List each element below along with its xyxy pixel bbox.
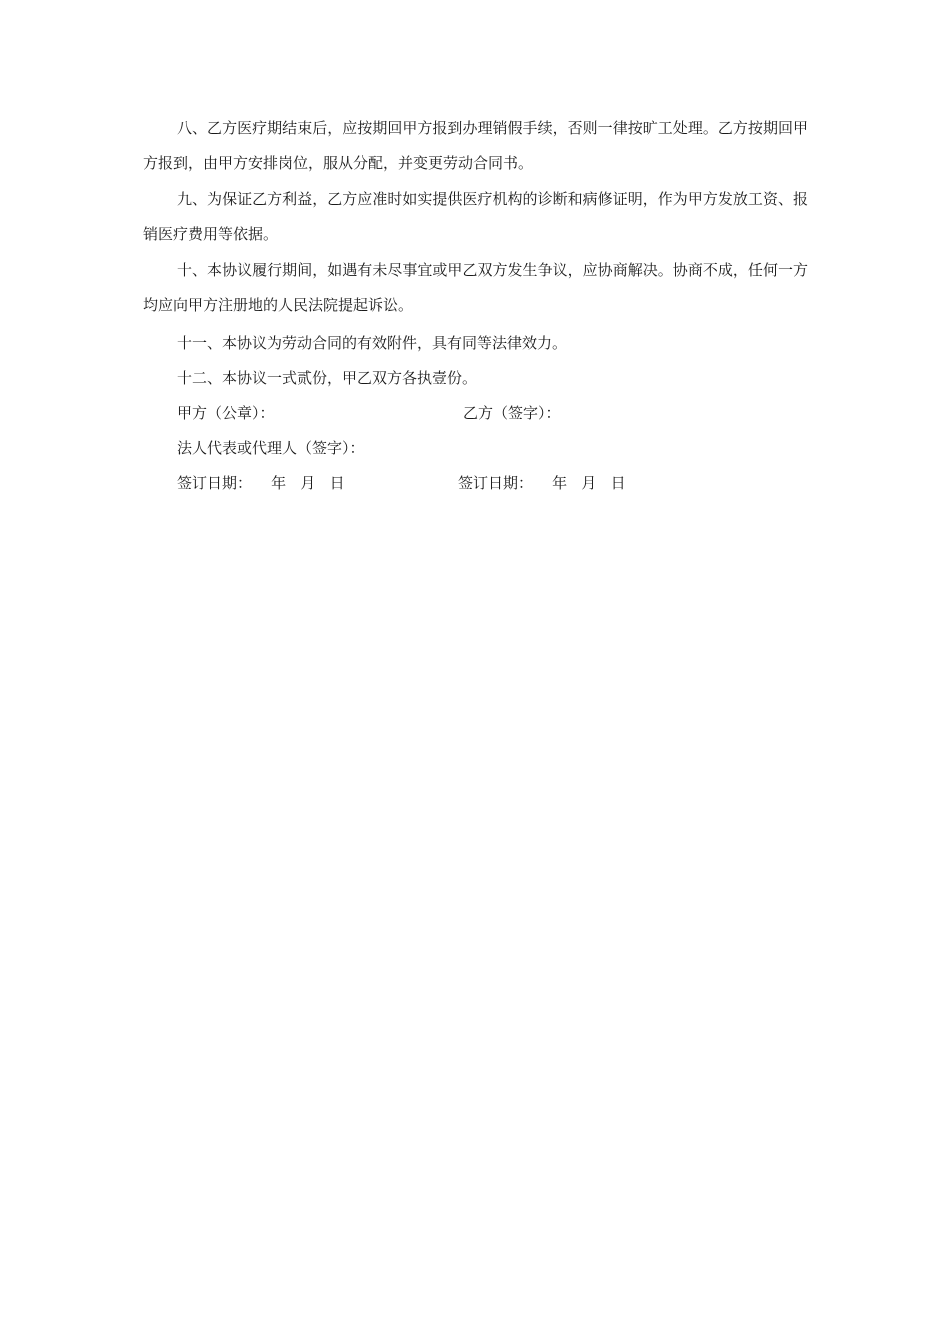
clause-8: 八、乙方医疗期结束后，应按期回甲方报到办理销假手续，否则一律按旷工处理。乙方按期回甲方报到，由甲方安排岗位，服从分配，并变更劳动合同书。 (143, 119, 808, 172)
clause-9: 九、为保证乙方利益，乙方应准时如实提供医疗机构的诊断和病修证明，作为甲方发放工资、报销医疗费用等依据。 (143, 190, 808, 243)
party-b-sign-label: 乙方（签字）： (463, 404, 561, 422)
clause-11: 十一、本协议为劳动合同的有效附件，具有同等法律效力。 (177, 334, 568, 352)
party-a-seal-label: 甲方（公章）： (177, 404, 275, 422)
clause-10: 十、本协议履行期间，如遇有未尽事宜或甲乙双方发生争议，应协商解决。协商不成，任何一方均应向甲方注册地的人民法院提起诉讼。 (143, 261, 808, 314)
clause-12: 十二、本协议一式贰份，甲乙双方各执壹份。 (177, 369, 478, 387)
party-b-sign-date: 签订日期： 年 月 日 (458, 474, 626, 492)
party-a-sign-date: 签订日期： 年 月 日 (177, 474, 345, 492)
legal-representative-label: 法人代表或代理人（签字）： (177, 439, 365, 457)
